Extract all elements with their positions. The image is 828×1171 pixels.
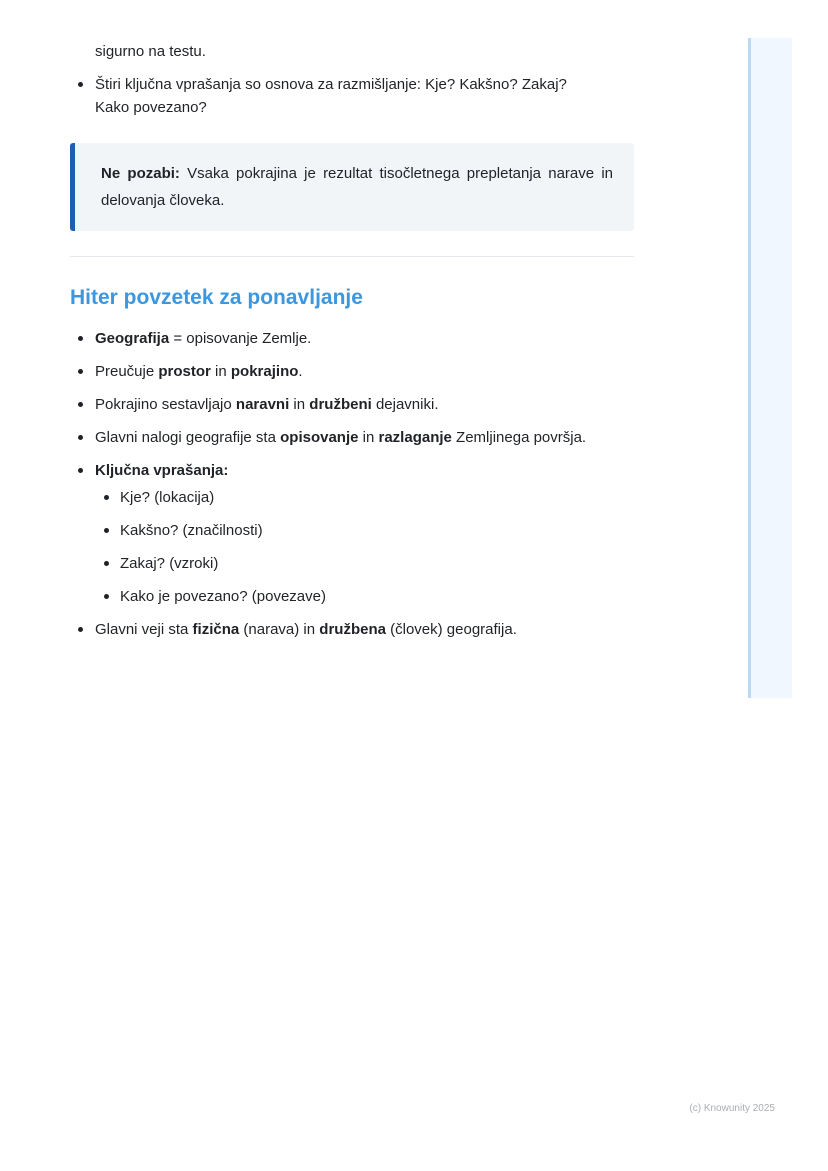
list-item-line: Štiri ključna vprašanja so osnova za razmišljanje: Kje? Kakšno? Zakaj? [95, 76, 567, 93]
item-text: Glavni veji sta [95, 621, 193, 638]
section-divider [70, 256, 634, 257]
item-text: Pokrajino sestavljajo [95, 396, 236, 413]
term: naravni [235, 396, 290, 413]
item-text: . [298, 363, 303, 380]
item-text: Zemljinega površja. [451, 429, 587, 446]
term: družbeni [309, 396, 372, 413]
list-item [70, 360, 670, 383]
key-questions-list [70, 73, 634, 119]
callout-label: Ne pozabi: [101, 165, 180, 182]
list-item [70, 327, 670, 350]
list-item [70, 393, 670, 416]
list-item [70, 459, 670, 608]
callout-body: Vsaka pokrajina je rezultat tisočletnega prepletanja narave in delovanja človeka. [101, 165, 613, 209]
copyright-footer: (c) Knowunity 2025 [689, 1103, 775, 1114]
summary-list [70, 327, 670, 651]
term: fizična [192, 621, 240, 638]
item-text: (narava) in [239, 621, 320, 638]
callout-text [101, 160, 613, 214]
sub-list-item: Kje? (lokacija) [95, 486, 670, 509]
sidebar-panel [748, 38, 792, 698]
term: opisovanje [280, 429, 359, 446]
item-text: = opisovanje Zemlje. [169, 330, 312, 347]
term: prostor [158, 363, 211, 380]
sub-list-item: Kako je povezano? (povezave) [95, 585, 670, 608]
sub-list-item: Kakšno? (značilnosti) [95, 519, 670, 542]
reminder-callout [70, 143, 634, 231]
term: razlaganje [378, 429, 452, 446]
term: Ključna vprašanja: [95, 462, 229, 479]
list-item [70, 618, 670, 641]
sub-list-item: Zakaj? (vzroki) [95, 552, 670, 575]
item-text: Preučuje [95, 363, 159, 380]
item-text: Glavni nalogi geografije sta [95, 429, 281, 446]
sub-list [95, 486, 670, 608]
item-text: in [289, 396, 310, 413]
item-text: dejavniki. [371, 396, 439, 413]
term: Geografija [95, 330, 170, 347]
continued-text: sigurno na testu. [95, 43, 206, 60]
list-item [70, 426, 670, 449]
item-text: in [358, 429, 379, 446]
list-item-line: Kako povezano? [95, 99, 207, 116]
item-text: in [210, 363, 231, 380]
list-item [70, 73, 634, 119]
item-text: (človek) geografija. [385, 621, 517, 638]
term: pokrajino [230, 363, 299, 380]
section-title: Hiter povzetek za ponavljanje [70, 286, 363, 309]
term: družbena [319, 621, 386, 638]
